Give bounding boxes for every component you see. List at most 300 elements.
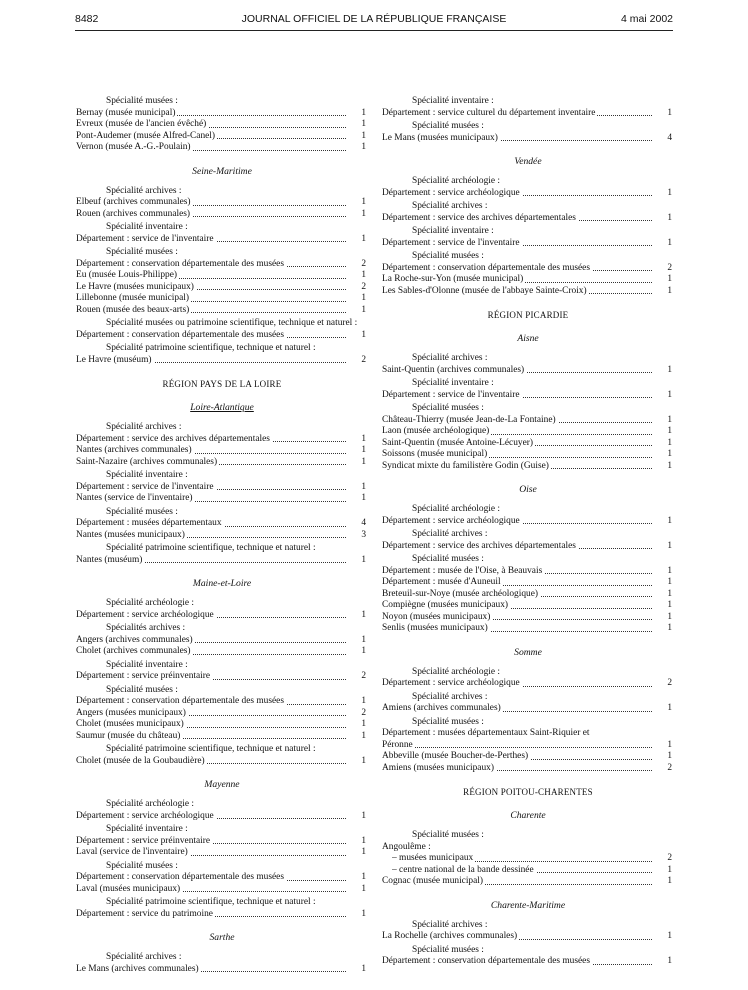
entry-label: Laval (musées municipaux) <box>76 883 181 894</box>
specialty-heading: Spécialité musées : <box>106 860 178 871</box>
entry-label: Département : musées départementaux <box>76 518 222 528</box>
entry-row <box>382 438 674 450</box>
page-header <box>75 13 673 29</box>
entry-count: 1 <box>667 515 672 526</box>
entry-list <box>382 853 674 876</box>
entry-row <box>76 131 368 143</box>
entry-row <box>76 209 368 221</box>
entry-row <box>382 566 674 578</box>
entry-label: Laon (musée archéologique) <box>382 426 490 436</box>
entry-row <box>382 853 674 865</box>
entry-row <box>76 635 368 647</box>
entry-list <box>382 133 674 145</box>
entry-label: Département : service des archives départementales <box>76 433 270 444</box>
entry-label: Nantes (musées municipaux) <box>76 529 185 540</box>
entry-list <box>382 390 674 402</box>
entry-label: Abbeville (musée Boucher-de-Perthes) <box>382 751 529 761</box>
left-column <box>76 94 368 975</box>
specialty-heading: Spécialité archéologie : <box>106 799 194 809</box>
entry-row <box>382 238 674 250</box>
entry-row <box>382 751 674 763</box>
entry-count: 1 <box>361 329 366 340</box>
specialty-heading: Spécialité musées : <box>412 251 484 261</box>
entry-list <box>382 188 674 200</box>
entry-row <box>76 836 368 848</box>
entry-count: 1 <box>361 233 366 244</box>
entry-row <box>382 188 674 200</box>
specialty-heading: Spécialité inventaire : <box>106 824 188 834</box>
entry-row <box>76 610 368 622</box>
entry-count: 1 <box>667 212 672 223</box>
entry-list <box>382 415 674 473</box>
entry-list <box>382 678 674 690</box>
entry-row <box>76 909 368 921</box>
entry-label: Syndicat mixte du familistère Godin (Guise) <box>382 460 549 471</box>
entry-label: Breteuil-sur-Noye (musée archéologique) <box>382 588 539 599</box>
entry-label: Saint-Quentin (musée Antoine-Lécuyer) <box>382 437 533 448</box>
entry-row <box>382 740 674 752</box>
specialty-heading: Spécialité archives : <box>412 529 488 539</box>
entry-label: Cognac (musée municipal) <box>382 876 484 886</box>
entry-count: 1 <box>667 187 672 198</box>
entry-row <box>76 482 368 494</box>
entry-count: 1 <box>361 883 366 894</box>
entry-label: Soissons (musée municipal) <box>382 449 488 459</box>
entry-label: Département : service de l'inventaire <box>76 481 214 492</box>
entry-list <box>76 964 368 976</box>
entry-row <box>76 234 368 246</box>
entry-row <box>382 931 674 943</box>
entry-row <box>76 142 368 154</box>
entry-label: Département : service préinventaire <box>76 671 211 681</box>
entry-list <box>76 355 368 367</box>
entry-row <box>76 646 368 658</box>
entry-label: Département : musée d'Auneuil <box>382 577 501 587</box>
entry-list <box>76 671 368 683</box>
entry-row <box>382 956 674 968</box>
entry-label: Pont-Audemer (musée Alfred-Canel) <box>76 130 216 141</box>
entry-count: 1 <box>361 696 366 706</box>
entry-label: Département : conservation départementale des musées <box>76 696 284 706</box>
entry-label: Cholet (archives communales) <box>76 646 191 656</box>
entry-label: Département : service culturel du département inventaire <box>382 107 596 118</box>
department-heading: Vendée <box>514 156 542 167</box>
entry-count: 1 <box>667 437 672 448</box>
entry-list <box>382 365 674 377</box>
specialty-heading: Spécialité inventaire : <box>412 378 494 388</box>
entry-row <box>76 282 368 294</box>
entry-count: 1 <box>361 634 366 645</box>
entry-count: 1 <box>361 270 366 280</box>
entry-count: 1 <box>361 456 366 467</box>
entry-count: 2 <box>667 853 672 863</box>
specialty-heading: Spécialité musées : <box>412 403 484 413</box>
entry-count: 1 <box>361 835 366 846</box>
entry-row <box>382 623 674 635</box>
entry-count: 4 <box>361 518 366 528</box>
entry-row <box>76 708 368 720</box>
entry-count: 1 <box>361 304 366 315</box>
entry-list <box>76 836 368 859</box>
specialty-heading: Spécialité musées : <box>412 121 484 131</box>
entry-count: 1 <box>667 876 672 886</box>
entry-row <box>76 270 368 282</box>
entry-count: 1 <box>667 623 672 633</box>
entry-label: Nantes (muséum) <box>76 554 143 565</box>
entry-row <box>76 119 368 131</box>
entry-row <box>76 872 368 884</box>
specialty-heading: Spécialité patrimoine scientifique, technique et naturel : <box>106 897 316 907</box>
entry-list <box>76 756 368 768</box>
specialty-heading: Spécialité archives : <box>412 919 488 930</box>
entry-row <box>76 696 368 708</box>
entry-list <box>76 518 368 541</box>
entry-count: 1 <box>667 426 672 436</box>
entry-row <box>76 884 368 896</box>
entry-list <box>382 566 674 635</box>
entry-label: Laval (service de l'inventaire) <box>76 847 188 857</box>
entry-row <box>76 731 368 743</box>
entry-count: 1 <box>361 481 366 492</box>
specialty-heading: Spécialité musées : <box>412 554 484 564</box>
entry-label: Département : service de l'inventaire <box>382 389 520 400</box>
entry-label: Lillebonne (musée municipal) <box>76 293 189 303</box>
specialty-heading: Spécialité musées : <box>106 684 178 695</box>
entry-count: 1 <box>667 864 672 875</box>
specialty-heading: Spécialité musées : <box>412 944 484 955</box>
entry-label: – centre national de la bande dessinée <box>392 864 534 875</box>
entry-label: Département : conservation départementale des musées <box>76 872 284 882</box>
entry-label: Les Sables-d'Olonne (musée de l'abbaye Sainte-Croix) <box>382 285 587 296</box>
entry-count: 1 <box>667 611 672 622</box>
entry-count: 1 <box>361 755 366 766</box>
entry-label: Cholet (musées municipaux) <box>76 719 184 729</box>
entry-count: 1 <box>361 119 366 129</box>
entry-count: 1 <box>667 414 672 425</box>
entry-row <box>76 197 368 209</box>
department-heading: Maine-et-Loire <box>192 578 252 589</box>
entry-label: Amiens (musées municipaux) <box>382 762 494 773</box>
journal-title: JOURNAL OFFICIEL DE LA RÉPUBLIQUE FRANÇAISE <box>241 13 507 25</box>
entry-list <box>382 516 674 528</box>
entry-label: Rouen (archives communales) <box>76 208 191 219</box>
entry-list <box>76 482 368 505</box>
entry-label: Département : service des archives départementales <box>382 212 576 223</box>
entry-count: 1 <box>667 540 672 551</box>
entry-label: Péronne <box>382 739 413 750</box>
entry-row <box>382 274 674 286</box>
entry-label: La Roche-sur-Yon (musée municipal) <box>382 274 524 284</box>
department-heading: Charente-Maritime <box>490 899 566 911</box>
entry-row <box>76 964 368 976</box>
entry-list <box>382 740 674 775</box>
entry-label: Château-Thierry (musée Jean-de-La Fontaine) <box>382 414 556 425</box>
entry-count: 1 <box>667 703 672 713</box>
entry-count: 1 <box>361 197 366 207</box>
entry-count: 2 <box>361 258 366 269</box>
entry-list <box>382 703 674 715</box>
department-heading: Somme <box>514 646 542 658</box>
region-heading: RÉGION PICARDIE <box>487 310 569 320</box>
specialty-heading: Spécialité archives : <box>412 353 488 363</box>
entry-row <box>382 461 674 473</box>
entry-list <box>382 931 674 943</box>
entry-count: 2 <box>667 262 672 273</box>
entry-list <box>382 213 674 225</box>
right-column <box>382 94 674 968</box>
region-heading: RÉGION PAYS DE LA LOIRE <box>162 379 282 389</box>
entry-label: Département : musée de l'Oise, à Beauvais <box>382 565 543 576</box>
entry-label: Elbeuf (archives communales) <box>76 197 191 207</box>
entry-list <box>76 259 368 317</box>
specialty-heading: Spécialité inventaire : <box>106 470 188 480</box>
entry-row <box>76 457 368 469</box>
department-heading: Charente <box>510 810 546 821</box>
entry-list <box>382 541 674 553</box>
department-heading: Oise <box>519 484 537 495</box>
entry-count: 1 <box>667 274 672 284</box>
entry-row <box>76 293 368 305</box>
entry-label: Le Mans (archives communales) <box>76 963 199 974</box>
entry-list <box>76 108 368 154</box>
entry-count: 1 <box>667 107 672 118</box>
entry-count: 1 <box>667 577 672 587</box>
entry-row <box>76 108 368 120</box>
entry-label: Département : service archéologique <box>382 678 520 688</box>
specialty-heading: Spécialité archives : <box>106 422 182 432</box>
entry-list <box>76 909 368 921</box>
entry-count: 1 <box>361 810 366 821</box>
issue-date: 4 mai 2002 <box>621 13 673 25</box>
entry-count: 2 <box>361 671 366 681</box>
entry-row <box>382 108 674 120</box>
entry-count: 1 <box>361 142 366 152</box>
entry-count: 1 <box>361 208 366 219</box>
entry-text: Département : musées départementaux Saint-Riquier et <box>382 728 590 738</box>
specialty-heading: Spécialité musées : <box>106 247 178 257</box>
entry-row <box>382 577 674 589</box>
entry-label: Senlis (musées municipaux) <box>382 623 488 633</box>
entry-label: Angers (musées municipaux) <box>76 707 186 718</box>
entry-label: Saumur (musée du château) <box>76 730 181 741</box>
entry-row <box>382 703 674 715</box>
entry-label: Le Mans (musées municipaux) <box>382 132 498 143</box>
entry-label: Département : service du patrimoine <box>76 908 213 919</box>
entry-row <box>382 133 674 145</box>
entry-row <box>382 541 674 553</box>
entry-count: 1 <box>361 554 366 565</box>
entry-count: 1 <box>667 565 672 576</box>
entry-count: 1 <box>667 449 672 459</box>
entry-list <box>76 872 368 895</box>
specialty-heading: Spécialité patrimoine scientifique, technique et naturel : <box>106 543 316 553</box>
entry-label: Département : service archéologique <box>76 810 214 821</box>
specialty-heading: Spécialité archéologie : <box>412 666 500 677</box>
entry-count: 1 <box>667 739 672 750</box>
specialty-heading: Spécialité inventaire : <box>106 659 188 670</box>
entry-row <box>76 719 368 731</box>
entry-list <box>382 108 674 120</box>
specialty-heading: Spécialité inventaire : <box>106 222 188 232</box>
specialty-heading: Spécialité archives : <box>412 691 488 702</box>
entry-count: 1 <box>361 730 366 741</box>
entry-label: Le Havre (muséum) <box>76 354 152 365</box>
header-rule <box>75 30 673 31</box>
entry-count: 1 <box>361 847 366 857</box>
entry-label: Département : conservation départementale des musées <box>76 258 284 269</box>
entry-row <box>76 493 368 505</box>
entry-count: 1 <box>667 751 672 761</box>
entry-list <box>76 234 368 246</box>
entry-count: 1 <box>361 433 366 444</box>
entry-count: 2 <box>667 762 672 773</box>
entry-label: Nantes (archives communales) <box>76 445 192 455</box>
entry-row <box>382 213 674 225</box>
entry-list <box>76 197 368 220</box>
entry-label: Saint-Quentin (archives communales) <box>382 364 525 375</box>
entry-label: Eu (musée Louis-Philippe) <box>76 270 178 280</box>
entry-label: Département : conservation départementale des musées <box>76 329 284 340</box>
entry-list <box>382 238 674 250</box>
entry-label: Département : service archéologique <box>382 187 520 198</box>
entry-list <box>76 811 368 823</box>
entry-list <box>76 610 368 622</box>
entry-row <box>382 426 674 438</box>
entry-count: 1 <box>361 107 366 118</box>
entry-label: Evreux (musée de l'ancien évêché) <box>76 119 207 129</box>
specialty-heading: Spécialité musées ou patrimoine scientifique, technique et naturel : <box>106 318 358 328</box>
entry-row <box>76 847 368 859</box>
entry-row <box>382 763 674 775</box>
entry-row <box>382 263 674 275</box>
entry-row <box>76 355 368 367</box>
specialty-heading: Spécialité musées : <box>106 96 178 106</box>
specialty-heading: Spécialité musées : <box>106 506 178 517</box>
entry-count: 3 <box>361 529 366 540</box>
entry-list <box>382 263 674 298</box>
entry-count: 2 <box>361 354 366 365</box>
entry-label: Département : service archéologique <box>76 609 214 620</box>
entry-label: Département : service des archives départementales <box>382 540 576 551</box>
entry-count: 1 <box>667 389 672 400</box>
entry-count: 1 <box>667 237 672 248</box>
entry-label: Angers (archives communales) <box>76 634 193 645</box>
entry-row <box>382 449 674 461</box>
entry-row <box>76 555 368 567</box>
entry-list <box>76 635 368 658</box>
entry-label: Département : service de l'inventaire <box>382 237 520 248</box>
specialty-heading: Spécialité patrimoine scientifique, technique et naturel : <box>106 343 316 353</box>
entry-label: Noyon (musées municipaux) <box>382 611 491 622</box>
entry-count: 1 <box>361 445 366 455</box>
specialty-heading: Spécialité patrimoine scientifique, technique et naturel : <box>106 744 316 754</box>
entry-label: Département : conservation départementale des musées <box>382 262 590 273</box>
entry-label: La Rochelle (archives communales) <box>382 931 518 941</box>
entry-count: 4 <box>667 132 672 143</box>
specialty-heading: Spécialités archives : <box>106 623 186 633</box>
entry-row <box>382 516 674 528</box>
entry-label: Saint-Nazaire (archives communales) <box>76 456 218 467</box>
entry-row <box>382 678 674 690</box>
entry-count: 1 <box>361 872 366 882</box>
entry-label: – musées municipaux <box>392 853 474 863</box>
specialty-heading: Spécialité archéologie : <box>412 176 500 186</box>
specialty-heading: Spécialité inventaire : <box>412 226 494 236</box>
entry-row <box>382 589 674 601</box>
specialty-heading: Spécialité archéologie : <box>106 598 194 608</box>
entry-count: 1 <box>361 130 366 141</box>
entry-list <box>382 876 674 888</box>
entry-count: 1 <box>667 364 672 375</box>
entry-row <box>76 756 368 768</box>
specialty-heading: Spécialité archéologie : <box>412 504 500 514</box>
entry-count: 1 <box>667 956 672 966</box>
department-heading: Seine-Maritime <box>192 165 252 177</box>
entry-row <box>382 415 674 427</box>
specialty-heading: Spécialité archives : <box>412 201 488 211</box>
entry-list <box>76 330 368 342</box>
entry-label: Amiens (archives communales) <box>382 703 501 713</box>
entry-row <box>382 600 674 612</box>
entry-list <box>76 696 368 742</box>
entry-label: Vernon (musée A.-G.-Poulain) <box>76 142 191 152</box>
entry-list <box>382 956 674 968</box>
entry-row <box>76 811 368 823</box>
entry-row <box>382 865 674 877</box>
entry-count: 1 <box>361 646 366 656</box>
page-number: 8482 <box>75 13 99 25</box>
entry-row <box>76 434 368 446</box>
entry-row <box>76 518 368 530</box>
entry-list <box>76 555 368 567</box>
entry-text: Angoulême : <box>382 841 431 852</box>
entry-count: 1 <box>361 719 366 729</box>
entry-row <box>382 390 674 402</box>
entry-label: Département : service archéologique <box>382 515 520 526</box>
entry-label: Compiègne (musées municipaux) <box>382 600 509 610</box>
department-heading: Aisne <box>517 333 539 344</box>
entry-label: Département : conservation départementale des musées <box>382 956 590 966</box>
entry-label: Bernay (musée municipal) <box>76 107 176 118</box>
entry-count: 1 <box>667 600 672 610</box>
entry-label: Département : service de l'inventaire <box>76 233 214 244</box>
specialty-heading: Spécialité archives : <box>106 952 182 962</box>
entry-label: Rouen (musée des beaux-arts) <box>76 304 190 315</box>
entry-count: 1 <box>667 588 672 599</box>
entry-count: 1 <box>361 609 366 620</box>
entry-list <box>76 434 368 469</box>
department-heading: Loire-Atlantique <box>190 402 254 413</box>
entry-count: 1 <box>361 908 366 919</box>
entry-row <box>382 612 674 624</box>
specialty-heading: Spécialité inventaire : <box>412 96 494 106</box>
entry-count: 2 <box>667 678 672 688</box>
entry-row <box>76 259 368 271</box>
entry-count: 1 <box>361 493 366 503</box>
specialty-heading: Spécialité archives : <box>106 185 182 196</box>
entry-label: Cholet (musée de la Goubaudière) <box>76 755 205 766</box>
entry-row <box>382 876 674 888</box>
entry-label: Nantes (service de l'inventaire) <box>76 493 193 503</box>
region-heading: RÉGION POITOU-CHARENTES <box>463 787 593 797</box>
entry-row <box>76 671 368 683</box>
entry-count: 1 <box>667 931 672 941</box>
entry-count: 1 <box>361 293 366 303</box>
entry-label: Le Havre (musées municipaux) <box>76 281 194 292</box>
entry-row <box>76 445 368 457</box>
specialty-heading: Spécialité musées : <box>412 716 484 727</box>
department-heading: Sarthe <box>209 932 235 943</box>
